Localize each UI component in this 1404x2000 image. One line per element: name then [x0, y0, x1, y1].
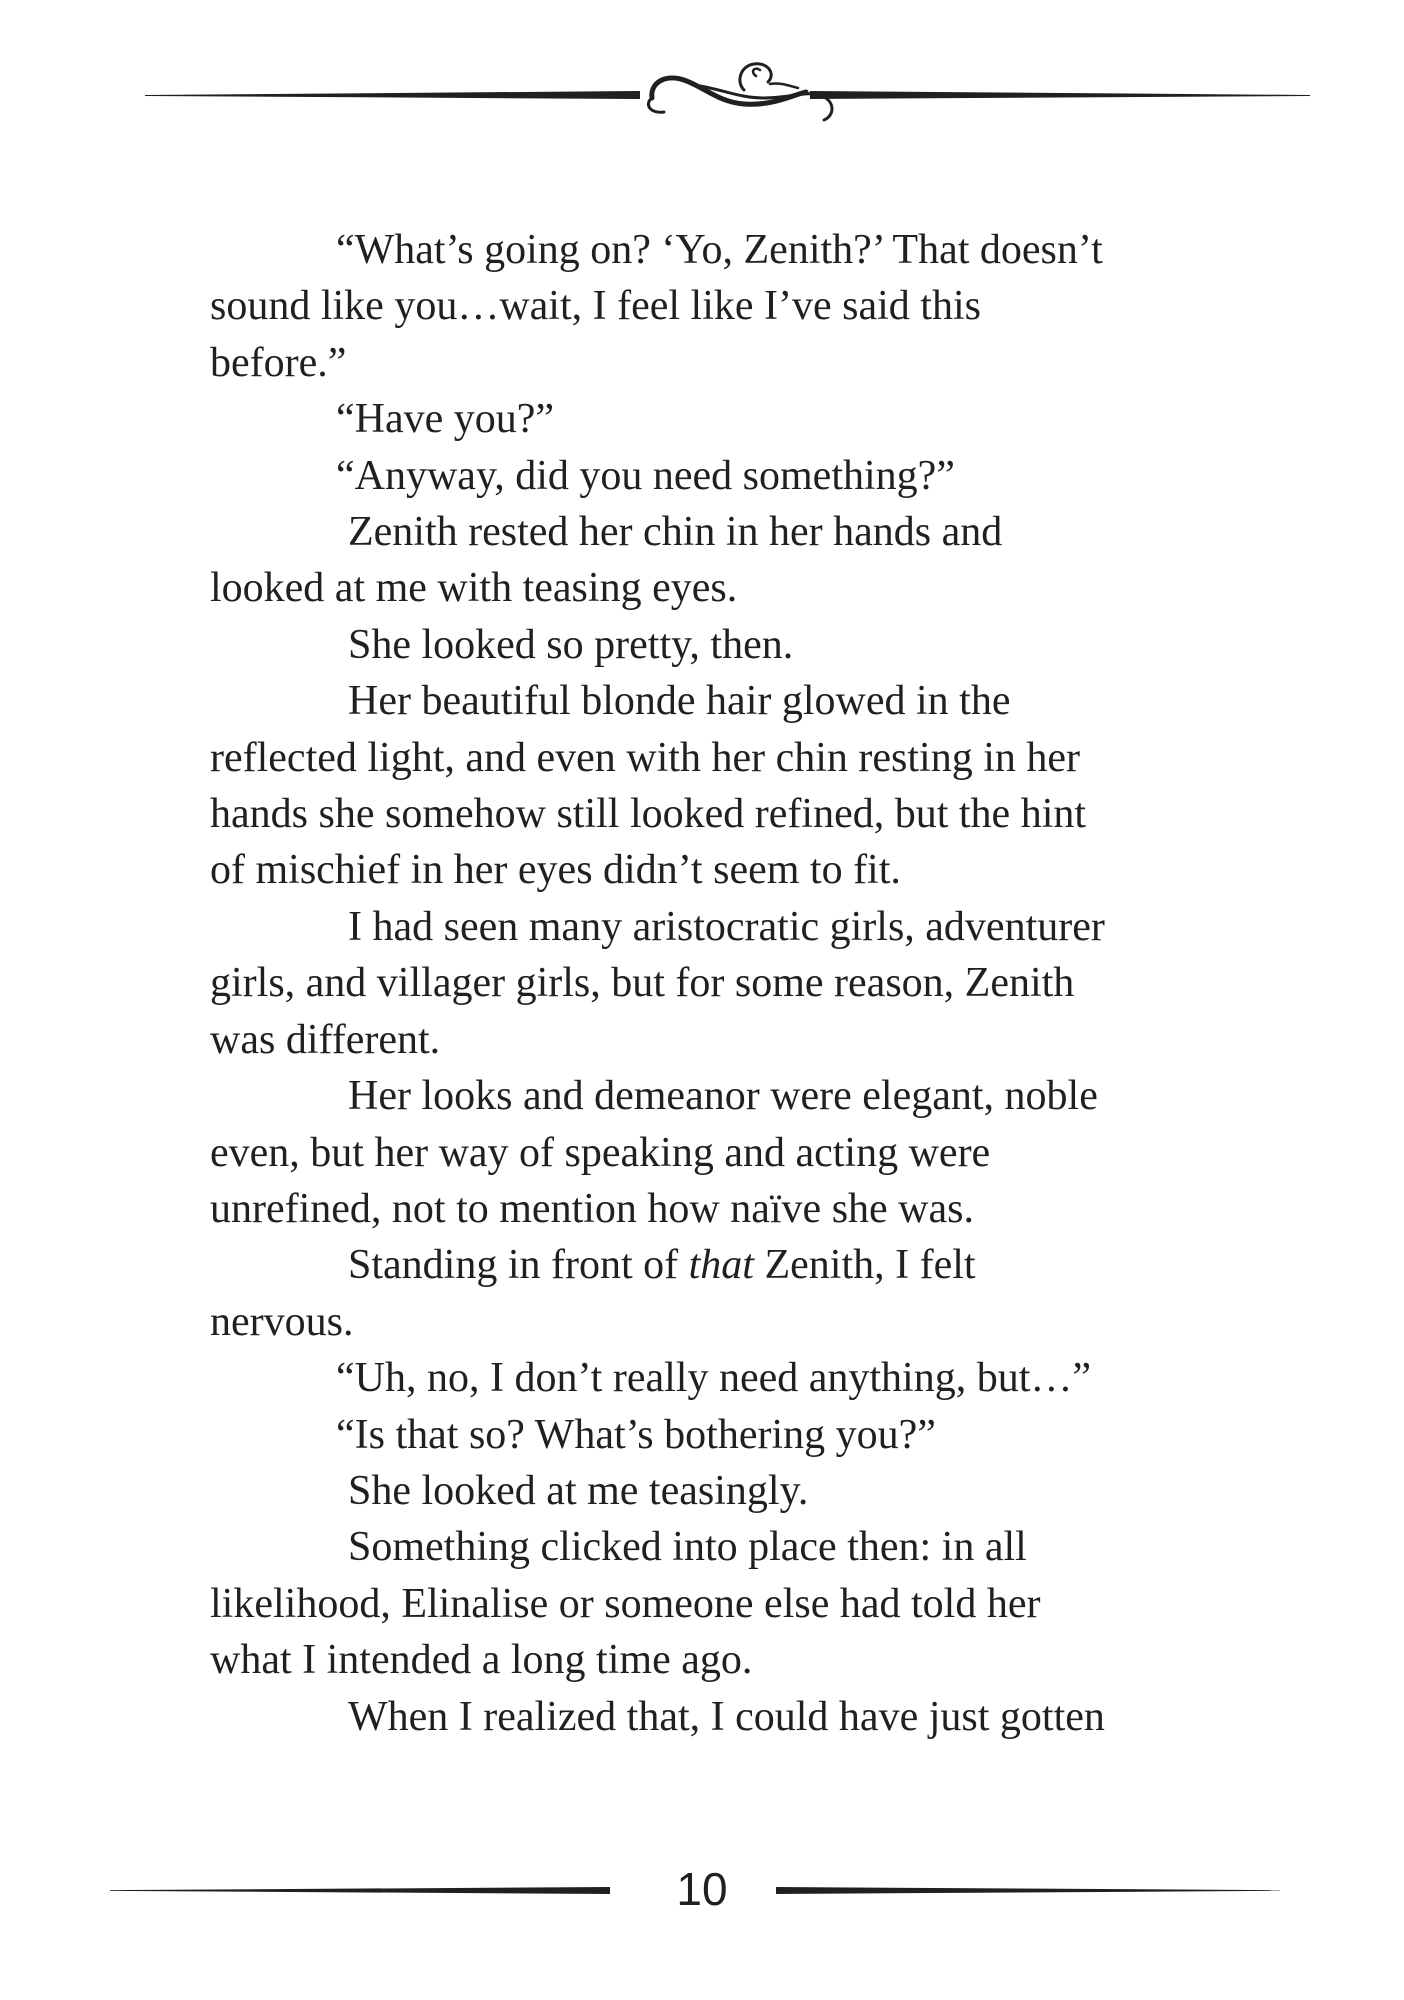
text-line: reflected light, and even with her chin resting in her: [210, 734, 1081, 781]
swirl-icon: [648, 64, 832, 120]
text-line: girls, and villager girls, but for some reason, Zenith: [210, 960, 1075, 1007]
body-text: [210, 222, 1210, 1745]
text-line: She looked at me teasingly.: [348, 1467, 809, 1514]
footer-rule-left: [110, 1887, 610, 1894]
text-line: likelihood, Elinalise or someone else had told her: [210, 1580, 1041, 1627]
text-line: I had seen many aristocratic girls, adventurer: [348, 903, 1105, 950]
text-line: looked at me with teasing eyes.: [210, 565, 738, 612]
text-line: even, but her way of speaking and acting were: [210, 1129, 991, 1176]
text-line: before.”: [210, 339, 347, 386]
page-footer: [0, 1845, 1404, 1935]
text-line: Something clicked into place then: in all: [348, 1524, 1027, 1571]
header-flourish-ornament: [0, 0, 1404, 150]
header-rule-right: [810, 91, 1310, 99]
text-line: was different.: [210, 1016, 441, 1063]
text-line: She looked so pretty, then.: [348, 621, 794, 668]
emphasis-after: Zenith, I felt: [753, 1242, 976, 1289]
footer-rule-right: [776, 1887, 1280, 1894]
emphasis-before: Standing in front of: [348, 1242, 689, 1289]
text-line: Zenith rested her chin in her hands and: [348, 509, 1003, 556]
header-rule-left: [145, 91, 640, 99]
text-line: Her looks and demeanor were elegant, noble: [348, 1073, 1098, 1120]
text-line: “What’s going on? ‘Yo, Zenith?’ That doesn’t: [336, 227, 1103, 273]
text-line: unrefined, not to mention how naïve she was.: [210, 1185, 974, 1232]
emphasis-italic: that: [688, 1242, 754, 1289]
text-line: what I intended a long time ago.: [210, 1637, 753, 1684]
text-line: When I realized that, I could have just gotten: [348, 1693, 1105, 1740]
text-line: “Uh, no, I don’t really need anything, but…”: [336, 1355, 1092, 1402]
text-line: of mischief in her eyes didn’t seem to fit.: [210, 847, 901, 894]
text-line: hands she somehow still looked refined, but the hint: [210, 791, 1087, 838]
text-line: sound like you…wait, I feel like I’ve said this: [210, 283, 981, 330]
text-line: “Have you?”: [336, 396, 555, 443]
text-line: nervous.: [210, 1298, 354, 1345]
page-number: 10: [676, 1863, 728, 1915]
text-line: “Anyway, did you need something?”: [336, 452, 955, 499]
text-line-emphasis: [210, 1237, 1210, 1293]
text-line: Her beautiful blonde hair glowed in the: [348, 678, 1011, 725]
text-line: “Is that so? What’s bothering you?”: [336, 1411, 936, 1458]
